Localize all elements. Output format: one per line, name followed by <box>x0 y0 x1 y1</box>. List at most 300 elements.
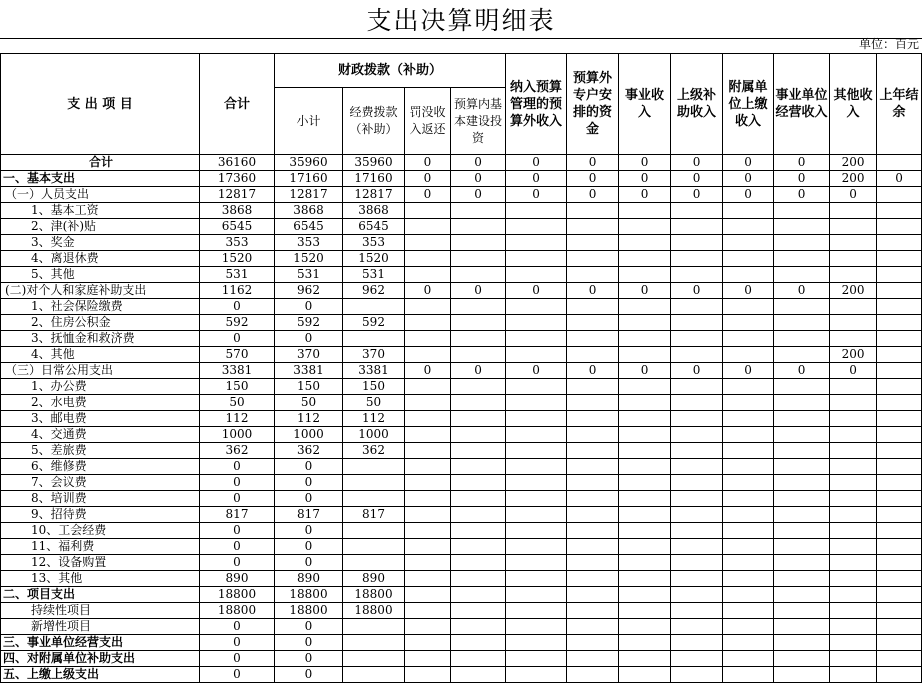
header-carryover: 上年结余 <box>877 54 922 155</box>
cell <box>619 635 671 651</box>
table-row <box>1 491 922 507</box>
cell <box>405 443 451 459</box>
cell: 817 <box>200 507 275 523</box>
cell <box>671 411 723 427</box>
cell <box>723 219 774 235</box>
table-row <box>1 523 922 539</box>
table-row <box>1 331 922 347</box>
cell <box>451 427 506 443</box>
row-item-label: 1、基本工资 <box>1 203 200 219</box>
cell: 962 <box>343 283 405 299</box>
cell <box>451 539 506 555</box>
cell <box>405 219 451 235</box>
table-row <box>1 603 922 619</box>
cell <box>774 571 830 587</box>
table-row <box>1 299 922 315</box>
cell <box>506 267 567 283</box>
cell <box>451 475 506 491</box>
cell: 890 <box>275 571 343 587</box>
cell <box>506 667 567 683</box>
row-item-label: 8、培训费 <box>1 491 200 507</box>
header-within-budget: 纳入预算管理的预算外收入 <box>506 54 567 155</box>
cell: 3868 <box>275 203 343 219</box>
table-row <box>1 587 922 603</box>
row-item-label: 2、津(补)贴 <box>1 219 200 235</box>
cell <box>343 651 405 667</box>
cell <box>619 539 671 555</box>
cell <box>723 459 774 475</box>
cell <box>830 315 877 331</box>
cell <box>619 667 671 683</box>
cell <box>877 235 922 251</box>
cell <box>405 603 451 619</box>
cell <box>619 235 671 251</box>
cell <box>723 603 774 619</box>
table-row <box>1 395 922 411</box>
cell <box>506 651 567 667</box>
header-item: 支 出 项 目 <box>1 54 200 155</box>
row-item-label: 5、差旅费 <box>1 443 200 459</box>
cell <box>671 251 723 267</box>
cell <box>774 443 830 459</box>
cell: 0 <box>619 171 671 187</box>
cell <box>451 651 506 667</box>
cell: 0 <box>567 155 619 171</box>
cell <box>877 603 922 619</box>
table-body <box>1 155 922 683</box>
cell <box>451 443 506 459</box>
cell <box>343 523 405 539</box>
cell: 0 <box>451 187 506 203</box>
cell <box>506 203 567 219</box>
cell: 0 <box>275 459 343 475</box>
cell <box>877 155 922 171</box>
row-item-label: 四、对附属单位补助支出 <box>1 651 200 667</box>
cell <box>567 475 619 491</box>
row-item-label: 4、其他 <box>1 347 200 363</box>
cell <box>343 635 405 651</box>
cell <box>405 203 451 219</box>
cell: 1000 <box>200 427 275 443</box>
cell: 0 <box>723 363 774 379</box>
cell <box>619 331 671 347</box>
cell <box>451 331 506 347</box>
cell <box>506 235 567 251</box>
expenditure-table <box>0 53 922 683</box>
cell <box>830 667 877 683</box>
cell <box>451 523 506 539</box>
cell: 0 <box>200 635 275 651</box>
cell <box>405 523 451 539</box>
cell <box>506 571 567 587</box>
cell <box>774 635 830 651</box>
cell <box>405 651 451 667</box>
cell <box>671 523 723 539</box>
cell <box>451 571 506 587</box>
cell: 36160 <box>200 155 275 171</box>
cell: 0 <box>567 171 619 187</box>
cell <box>567 523 619 539</box>
cell <box>877 187 922 203</box>
cell <box>451 635 506 651</box>
cell: 890 <box>343 571 405 587</box>
cell <box>506 315 567 331</box>
cell: 0 <box>506 363 567 379</box>
row-item-label: 1、办公费 <box>1 379 200 395</box>
cell: 353 <box>275 235 343 251</box>
cell <box>567 379 619 395</box>
cell <box>877 523 922 539</box>
cell: 0 <box>723 171 774 187</box>
header-subtotal: 小计 <box>275 88 343 155</box>
cell: 1520 <box>200 251 275 267</box>
header-total: 合计 <box>200 54 275 155</box>
table-row <box>1 155 922 171</box>
cell <box>774 331 830 347</box>
cell <box>830 491 877 507</box>
row-item-label: 持续性项目 <box>1 603 200 619</box>
cell <box>723 619 774 635</box>
cell <box>671 347 723 363</box>
cell <box>405 475 451 491</box>
table-row <box>1 555 922 571</box>
page-title: 支出决算明细表 <box>0 0 922 39</box>
cell <box>723 347 774 363</box>
cell <box>774 587 830 603</box>
cell: 531 <box>343 267 405 283</box>
cell <box>506 587 567 603</box>
cell: 12817 <box>200 187 275 203</box>
cell <box>567 315 619 331</box>
cell <box>619 315 671 331</box>
cell <box>451 619 506 635</box>
cell <box>671 619 723 635</box>
cell: 0 <box>723 283 774 299</box>
cell: 0 <box>405 283 451 299</box>
cell: 0 <box>275 491 343 507</box>
cell <box>405 459 451 475</box>
cell: 18800 <box>343 587 405 603</box>
cell <box>567 427 619 443</box>
cell <box>877 571 922 587</box>
row-item-label: 2、住房公积金 <box>1 315 200 331</box>
table-row <box>1 475 922 491</box>
cell <box>723 523 774 539</box>
cell <box>506 491 567 507</box>
cell <box>619 587 671 603</box>
cell <box>619 299 671 315</box>
cell <box>671 379 723 395</box>
header-funding: 经费拨款（补助） <box>343 88 405 155</box>
cell <box>506 539 567 555</box>
cell: 50 <box>275 395 343 411</box>
cell <box>877 555 922 571</box>
cell: 0 <box>275 635 343 651</box>
cell <box>405 427 451 443</box>
row-item-label: 9、招待费 <box>1 507 200 523</box>
cell <box>723 395 774 411</box>
cell: 1162 <box>200 283 275 299</box>
cell: 200 <box>830 171 877 187</box>
cell <box>343 539 405 555</box>
cell <box>877 491 922 507</box>
cell <box>619 267 671 283</box>
cell <box>774 523 830 539</box>
cell: 0 <box>200 459 275 475</box>
cell <box>506 427 567 443</box>
cell <box>405 251 451 267</box>
row-item-label: 新增性项目 <box>1 619 200 635</box>
cell <box>506 251 567 267</box>
cell <box>506 411 567 427</box>
row-item-label: 一、基本支出 <box>1 171 200 187</box>
cell: 0 <box>619 187 671 203</box>
cell <box>567 667 619 683</box>
cell: 0 <box>877 171 922 187</box>
cell <box>877 219 922 235</box>
cell <box>774 475 830 491</box>
cell <box>877 411 922 427</box>
row-item-label: （三）日常公用支出 <box>1 363 200 379</box>
cell: 0 <box>671 187 723 203</box>
cell <box>830 603 877 619</box>
cell <box>451 411 506 427</box>
table-row <box>1 171 922 187</box>
cell <box>451 379 506 395</box>
row-item-label: (二)对个人和家庭补助支出 <box>1 283 200 299</box>
cell <box>671 235 723 251</box>
cell: 3868 <box>200 203 275 219</box>
cell <box>619 459 671 475</box>
cell <box>774 427 830 443</box>
table-row <box>1 459 922 475</box>
row-item-label: 1、社会保险缴费 <box>1 299 200 315</box>
cell <box>877 443 922 459</box>
cell <box>671 315 723 331</box>
row-item-label: 3、邮电费 <box>1 411 200 427</box>
cell: 17360 <box>200 171 275 187</box>
cell <box>451 587 506 603</box>
cell <box>774 299 830 315</box>
cell: 0 <box>830 363 877 379</box>
cell <box>830 443 877 459</box>
cell: 0 <box>275 555 343 571</box>
cell <box>774 667 830 683</box>
cell: 0 <box>200 555 275 571</box>
cell <box>830 507 877 523</box>
cell <box>451 251 506 267</box>
row-item-label: 6、维修费 <box>1 459 200 475</box>
cell: 0 <box>619 155 671 171</box>
cell <box>830 331 877 347</box>
cell <box>830 267 877 283</box>
cell <box>451 203 506 219</box>
cell <box>774 347 830 363</box>
cell: 0 <box>200 651 275 667</box>
cell <box>405 571 451 587</box>
cell: 0 <box>619 363 671 379</box>
cell: 0 <box>671 283 723 299</box>
cell <box>405 411 451 427</box>
cell: 0 <box>275 619 343 635</box>
cell <box>671 475 723 491</box>
cell <box>723 475 774 491</box>
cell <box>619 219 671 235</box>
cell <box>774 395 830 411</box>
cell <box>723 251 774 267</box>
cell <box>405 667 451 683</box>
cell: 1000 <box>343 427 405 443</box>
cell <box>671 395 723 411</box>
cell <box>877 459 922 475</box>
cell <box>723 203 774 219</box>
cell <box>567 443 619 459</box>
cell: 0 <box>671 363 723 379</box>
cell <box>405 539 451 555</box>
row-item-label: 二、项目支出 <box>1 587 200 603</box>
cell: 0 <box>506 171 567 187</box>
cell: 150 <box>275 379 343 395</box>
cell <box>451 459 506 475</box>
cell <box>506 459 567 475</box>
unit-band <box>0 34 922 54</box>
cell <box>830 379 877 395</box>
cell <box>619 475 671 491</box>
cell <box>405 267 451 283</box>
row-item-label: 4、交通费 <box>1 427 200 443</box>
cell <box>830 203 877 219</box>
cell <box>506 603 567 619</box>
cell: 362 <box>200 443 275 459</box>
cell: 353 <box>343 235 405 251</box>
cell <box>619 411 671 427</box>
cell <box>343 331 405 347</box>
cell <box>774 619 830 635</box>
cell <box>567 219 619 235</box>
cell <box>877 507 922 523</box>
cell: 3868 <box>343 203 405 219</box>
cell <box>723 267 774 283</box>
cell <box>343 459 405 475</box>
cell: 0 <box>451 155 506 171</box>
cell <box>567 507 619 523</box>
table-row <box>1 363 922 379</box>
cell <box>723 667 774 683</box>
cell <box>405 315 451 331</box>
cell <box>506 331 567 347</box>
cell <box>567 203 619 219</box>
cell: 35960 <box>275 155 343 171</box>
cell <box>723 411 774 427</box>
cell: 112 <box>275 411 343 427</box>
cell <box>877 667 922 683</box>
cell <box>774 539 830 555</box>
cell <box>830 299 877 315</box>
cell: 0 <box>275 299 343 315</box>
cell <box>723 587 774 603</box>
cell <box>405 507 451 523</box>
cell <box>405 619 451 635</box>
cell <box>877 427 922 443</box>
table-row <box>1 571 922 587</box>
table-row <box>1 539 922 555</box>
cell <box>567 555 619 571</box>
cell <box>830 395 877 411</box>
cell: 0 <box>774 283 830 299</box>
cell <box>405 347 451 363</box>
cell <box>830 635 877 651</box>
cell: 0 <box>830 187 877 203</box>
cell <box>405 331 451 347</box>
cell <box>723 315 774 331</box>
cell <box>567 491 619 507</box>
cell <box>877 283 922 299</box>
cell <box>830 555 877 571</box>
cell <box>405 555 451 571</box>
cell: 0 <box>723 187 774 203</box>
cell <box>567 539 619 555</box>
cell: 0 <box>275 539 343 555</box>
cell <box>671 331 723 347</box>
cell <box>619 443 671 459</box>
cell: 3381 <box>275 363 343 379</box>
row-item-label: 五、上缴上级支出 <box>1 667 200 683</box>
table-row <box>1 315 922 331</box>
cell <box>451 491 506 507</box>
cell <box>877 347 922 363</box>
cell <box>830 571 877 587</box>
cell <box>877 203 922 219</box>
row-item-label: 7、会议费 <box>1 475 200 491</box>
cell <box>506 347 567 363</box>
cell <box>723 635 774 651</box>
cell <box>506 379 567 395</box>
cell: 18800 <box>200 603 275 619</box>
cell <box>723 331 774 347</box>
cell <box>877 651 922 667</box>
cell <box>723 235 774 251</box>
cell: 18800 <box>275 603 343 619</box>
cell <box>830 475 877 491</box>
cell <box>506 635 567 651</box>
cell <box>451 667 506 683</box>
cell <box>506 299 567 315</box>
cell <box>405 395 451 411</box>
cell: 362 <box>343 443 405 459</box>
cell <box>343 555 405 571</box>
cell: 0 <box>200 667 275 683</box>
cell: 0 <box>506 187 567 203</box>
cell: 370 <box>275 347 343 363</box>
cell: 12817 <box>343 187 405 203</box>
row-item-label: （一）人员支出 <box>1 187 200 203</box>
cell: 3381 <box>200 363 275 379</box>
table-row <box>1 379 922 395</box>
cell: 0 <box>275 331 343 347</box>
cell: 362 <box>275 443 343 459</box>
cell <box>567 651 619 667</box>
cell <box>506 507 567 523</box>
cell <box>774 459 830 475</box>
cell <box>619 507 671 523</box>
cell: 150 <box>343 379 405 395</box>
cell <box>671 667 723 683</box>
cell: 890 <box>200 571 275 587</box>
cell <box>671 651 723 667</box>
cell: 0 <box>774 171 830 187</box>
cell: 0 <box>405 363 451 379</box>
cell <box>506 619 567 635</box>
